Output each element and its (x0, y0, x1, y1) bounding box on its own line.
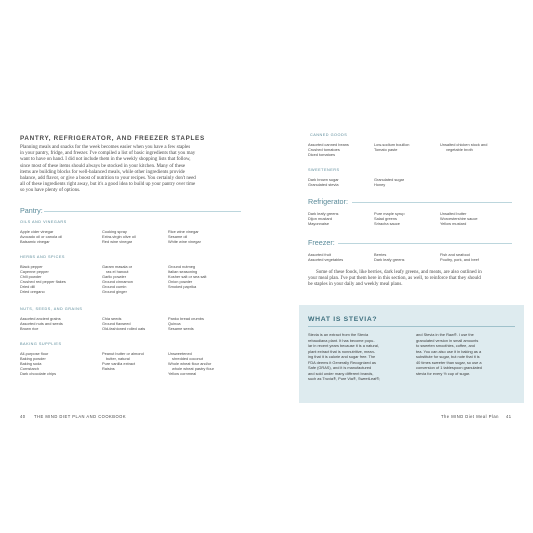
herbs-col-1 (20, 264, 66, 295)
pantry-heading: Pantry: (20, 206, 43, 215)
paragraph-line: Some of these foods, like berries, dark leafy greens, and meats, are also outlined in (316, 270, 482, 275)
list-item: Dark leafy greens (374, 257, 405, 263)
herbs-col-3 (168, 264, 207, 289)
list-item: Dark leafy greens (308, 211, 339, 216)
freezer-col-2 (374, 252, 405, 262)
sidebar-col-1 (308, 332, 406, 382)
list-item: Ground nutmeg (168, 264, 196, 269)
list-item: shredded coconut (172, 356, 203, 362)
baking-col-2 (102, 351, 144, 371)
sweeteners-col-1 (308, 177, 339, 187)
list-item: Dijon mustard (308, 216, 333, 222)
sidebar-line: such as Truvia®, Pure Via®, SweetLeaf®, (308, 376, 381, 381)
group-heading-oils: OILS AND VINEGARS (20, 220, 67, 224)
list-item: Sesame seeds (168, 326, 194, 332)
intro-line: since most of these items should always be stocked in your kitchen. Many of these (20, 163, 186, 169)
list-item: whole wheat pastry flour (172, 366, 214, 372)
intro-line: all of these ingredients right away, but it's a good idea to build up your pantry over time (20, 182, 196, 188)
list-item: Peanut butter or almond (102, 351, 144, 356)
list-item: Chia seeds (102, 316, 122, 321)
list-item: Assorted ancient grains (20, 316, 61, 321)
list-item: Diced tomatoes (308, 152, 336, 158)
list-item: Unsalted chicken stock and (440, 142, 488, 147)
baking-col-1 (20, 351, 56, 376)
list-item: Ground cinnamon (102, 279, 133, 285)
list-item: Ground ginger (102, 289, 127, 295)
list-item: Quinoa (168, 321, 181, 327)
freezer-col-3 (440, 252, 479, 262)
sidebar-line: lar in recent years because it is a natural, (308, 343, 379, 348)
sidebar-line: to sweeten smoothies, coffee, and (416, 343, 475, 348)
list-item: Salad greens (374, 216, 397, 222)
sidebar-line: FDA deems it Generally Recognized as (308, 359, 376, 365)
list-item: Worcestershire sauce (440, 216, 478, 222)
list-item: Avocado oil or canola oil (20, 234, 63, 240)
sidebar-line: plant extract that is nonnutritive, mean- (308, 348, 376, 354)
nuts-col-1 (20, 316, 63, 331)
list-item: Granulated sugar (374, 177, 405, 182)
list-item: Smoked paprika (168, 284, 197, 290)
list-item: Yellow cornmeal (168, 371, 197, 377)
group-heading-sweeteners: SWEETENERS (308, 168, 340, 172)
paragraph-line: your meal plan. I've put them here in this section, as well, to reinforce that they should (308, 276, 481, 282)
sidebar-line: rebaudiana plant. It has become popu- (308, 337, 375, 343)
freezer-heading: Freezer: (308, 238, 335, 247)
list-item: Assorted canned beans (308, 142, 349, 147)
list-item: Unsweetened (168, 351, 192, 356)
sidebar-line: ing that it is calorie and sugar free. The (308, 354, 376, 359)
list-item: Granulated stevia (308, 182, 339, 188)
list-item: White wine vinegar (168, 239, 201, 245)
list-item: Berries (374, 252, 387, 257)
pantry-rule (44, 211, 241, 212)
list-item: Old-fashioned rolled oats (102, 326, 146, 332)
list-item: Crushed tomatoes (308, 147, 340, 153)
sidebar-line: and sold under many different brands, (308, 370, 374, 376)
intro-line: so you have plenty of options. (20, 188, 81, 194)
list-item: Cooking spray (102, 229, 127, 234)
list-item: Assorted nuts and seeds (20, 321, 63, 327)
running-head-left: THE MIND DIET PLAN AND COOKBOOK (34, 414, 127, 419)
list-item: Extra-virgin olive oil (102, 234, 136, 240)
list-item: Fish and seafood (440, 252, 470, 257)
list-item: Balsamic vinegar (20, 239, 50, 245)
group-heading-canned: CANNED GOODS (310, 133, 348, 137)
list-item: Low-sodium bouillon (374, 142, 410, 147)
sweeteners-col-2 (374, 177, 404, 187)
paragraph-line: be staples in your daily and weekly meal plans. (308, 282, 403, 288)
refrigerator-heading: Refrigerator: (308, 197, 348, 206)
right-page (266, 102, 533, 424)
list-item: Dark brown sugar (308, 177, 339, 182)
baking-col-3 (168, 351, 214, 376)
intro-line: balance, add flavor, or give a boost of nutrition to your recipes. You certainly don't need (20, 176, 196, 182)
group-heading-herbs: HERBS AND SPICES (20, 255, 65, 259)
list-item: Assorted fruit (308, 252, 331, 257)
running-head-right: The MIND Diet Meal Plan (441, 414, 499, 419)
oils-col-3 (168, 229, 201, 244)
list-item: Apple cider vinegar (20, 229, 54, 234)
list-item: Tomato paste (374, 147, 398, 153)
book-spread (0, 102, 533, 424)
list-item: Kosher salt or sea salt (168, 274, 207, 280)
list-item: Ground cumin (102, 284, 127, 290)
list-item: Dried oregano (20, 289, 45, 295)
canned-col-1 (308, 142, 349, 157)
intro-paragraph (20, 145, 258, 195)
canned-col-3 (440, 142, 487, 152)
list-item: Assorted vegetables (308, 257, 344, 263)
sidebar-line: Stevia is an extract from the Stevia (308, 332, 369, 337)
page-number-left: 40 (20, 414, 26, 419)
page-title: PANTRY, REFRIGERATOR, AND FREEZER STAPLES (20, 135, 205, 142)
list-item: Italian seasoning (168, 269, 198, 275)
intro-line: want to have on hand. I did not include them in the weekly shopping lists that follow, (20, 157, 191, 163)
list-item: Baking powder (20, 356, 46, 362)
freezer-col-1 (308, 252, 343, 262)
sidebar-col-2 (416, 332, 514, 376)
list-item: Red wine vinegar (102, 239, 133, 245)
list-item: Onion powder (168, 279, 193, 285)
sidebar-line: and Stevia in the Raw®. I use the (416, 332, 474, 337)
group-heading-nuts: NUTS, SEEDS, AND GRAINS (20, 307, 83, 311)
canned-col-2 (374, 142, 409, 152)
freezer-rule (338, 243, 512, 244)
list-item: Poultry, pork, and beef (440, 257, 479, 263)
herbs-col-2 (102, 264, 133, 295)
group-heading-baking: BAKING SUPPLIES (20, 342, 62, 346)
list-item: butter, natural (106, 356, 130, 362)
list-item: Ground flaxseed (102, 321, 131, 327)
fridge-col-1 (308, 211, 339, 226)
list-item: Crushed red pepper flakes (20, 279, 66, 285)
list-item: Panko bread crumbs (168, 316, 204, 321)
list-item: Garlic powder (102, 274, 127, 280)
list-item: Pure maple syrup (374, 211, 405, 216)
list-item: Garam masala or (102, 264, 133, 269)
list-item: Sriracha sauce (374, 221, 400, 227)
stevia-sidebar-box (299, 305, 524, 403)
list-item: Baking soda (20, 361, 42, 367)
list-item: Honey (374, 182, 386, 188)
intro-line: in your pantry, fridge, and freezer. I've compiled a list of basic ingredients that you may (20, 151, 196, 157)
list-item: Chili powder (20, 274, 42, 280)
list-item: Brown rice (20, 326, 39, 332)
list-item: Sesame oil (168, 234, 188, 240)
list-item: Mayonnaise (308, 221, 329, 227)
list-item: Dried dill (20, 284, 36, 290)
list-item: All-purpose flour (20, 351, 49, 356)
sidebar-line: tea. You can also use it in baking as a (416, 348, 482, 354)
list-item: Raisins (102, 366, 115, 372)
refrigerator-rule (352, 202, 512, 203)
left-page (0, 102, 266, 424)
sidebar-line: substitute for sugar, but note that it is (416, 354, 480, 359)
sidebar-line: granulated version in small amounts (416, 337, 479, 343)
sidebar-line: Safe (GRAS), and it is manufactured (308, 365, 372, 370)
list-item: Yellow mustard (440, 221, 467, 227)
list-item: Whole wheat flour and/or (168, 361, 212, 367)
nuts-col-2 (102, 316, 145, 331)
sidebar-line: stevia for every ½ cup of sugar. (416, 370, 471, 376)
sidebar-line: conversion of 1 tablespoon granulated (416, 365, 482, 370)
list-item: vegetable broth (446, 147, 473, 153)
nuts-col-3 (168, 316, 204, 331)
fridge-col-3 (440, 211, 478, 226)
sidebar-rule (308, 326, 515, 327)
intro-line: Planning meals and snacks for the week becomes easier when you have a few staples (20, 145, 191, 150)
sidebar-title: WHAT IS STEVIA? (308, 316, 378, 323)
list-item: ras el hanout (106, 269, 129, 275)
oils-col-2 (102, 229, 136, 244)
intro-line: items are building blocks for well-balanced meals, while other ingredients provide (20, 169, 185, 175)
staples-note-paragraph (308, 270, 528, 289)
list-item: Cornstarch (20, 366, 40, 372)
page-number-right: 41 (506, 414, 512, 419)
list-item: Unsalted butter (440, 211, 467, 216)
sidebar-line: 40 times sweeter than sugar, so use a (416, 359, 482, 365)
list-item: Pure vanilla extract (102, 361, 136, 367)
list-item: Dark chocolate chips (20, 371, 57, 377)
fridge-col-2 (374, 211, 405, 226)
list-item: Cayenne pepper (20, 269, 49, 275)
oils-col-1 (20, 229, 62, 244)
list-item: Rice wine vinegar (168, 229, 199, 234)
list-item: Black pepper (20, 264, 43, 269)
